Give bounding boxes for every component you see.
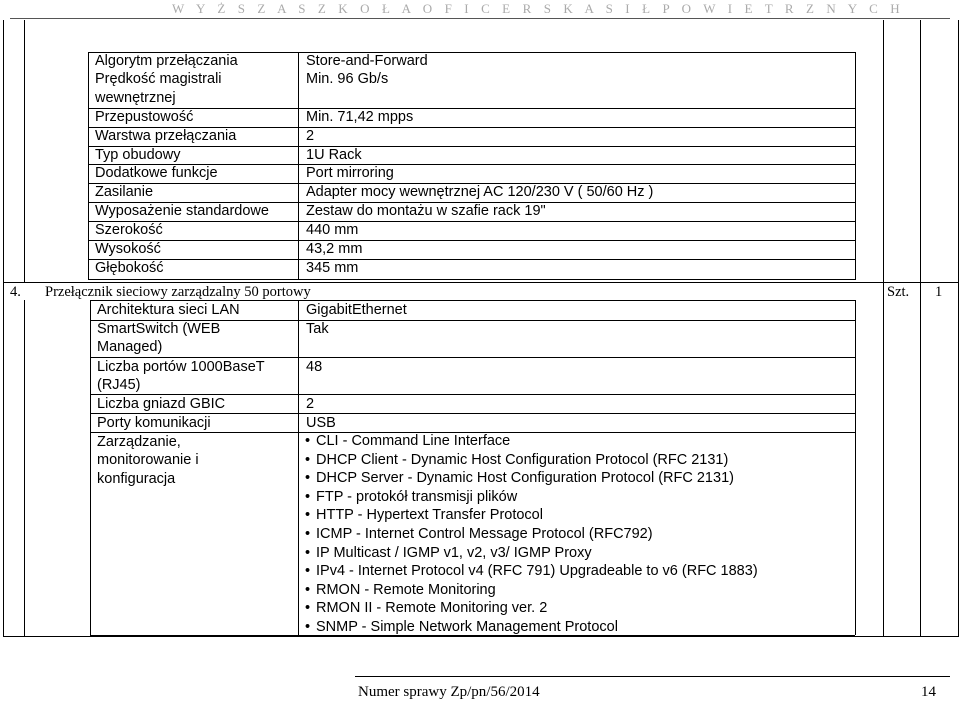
spec-label: Porty komunikacji	[97, 415, 211, 431]
frame-right-border	[958, 20, 959, 637]
spec-label: Dodatkowe funkcje	[95, 165, 218, 181]
item-number: 4.	[10, 284, 21, 300]
spec-value: Min. 71,42 mpps	[306, 109, 414, 125]
spec-value: Adapter mocy wewnętrznej AC 120/230 V ( 50/60 Hz )	[306, 184, 654, 200]
spec-label: Managed)	[97, 339, 163, 355]
spec-label: Architektura sieci LAN	[97, 302, 240, 318]
list-item: • DHCP Server - Dynamic Host Configuration Protocol (RFC 2131)	[305, 469, 758, 488]
spec-label: Głębokość	[95, 260, 164, 276]
spec-label: Liczba gniazd GBIC	[97, 396, 226, 412]
list-item: • SNMP - Simple Network Management Protocol	[305, 618, 758, 637]
frame-col-number-border-2	[24, 300, 25, 637]
spec-value: Min. 96 Gb/s	[306, 71, 389, 87]
list-item: • IP Multicast / IGMP v1, v2, v3/ IGMP Proxy	[305, 544, 758, 563]
spec-label: Szerokość	[95, 222, 163, 238]
frame-left-border	[3, 20, 4, 637]
page-number: 14	[921, 684, 936, 700]
spec-value: USB	[306, 415, 336, 431]
item-quantity: 1	[935, 284, 943, 300]
case-number: Numer sprawy Zp/pn/56/2014	[358, 684, 540, 700]
spec-label: Przepustowość	[95, 109, 194, 125]
page-header	[0, 0, 960, 22]
spec-value: 440 mm	[306, 222, 359, 238]
spec-value: Tak	[306, 321, 329, 337]
list-item: • RMON - Remote Monitoring	[305, 581, 758, 600]
spec-label: Typ obudowy	[95, 147, 181, 163]
list-item: • RMON II - Remote Monitoring ver. 2	[305, 599, 758, 618]
spec-value: Port mirroring	[306, 165, 394, 181]
list-item: • FTP - protokół transmisji plików	[305, 488, 758, 507]
spec-value: Zestaw do montażu w szafie rack 19"	[306, 203, 546, 219]
item-unit: Szt.	[887, 284, 910, 300]
spec-value: 345 mm	[306, 260, 359, 276]
spec-value: 2	[306, 128, 315, 144]
list-item: • IPv4 - Internet Protocol v4 (RFC 791) Upgradeable to v6 (RFC 1883)	[305, 562, 758, 581]
item-title: Przełącznik sieciowy zarządzalny 50 portowy	[45, 284, 311, 300]
spec-label: monitorowanie i	[97, 452, 199, 468]
spec-value: GigabitEthernet	[306, 302, 407, 318]
management-protocol-list	[305, 432, 758, 637]
frame-col-unit-border	[883, 20, 884, 637]
spec-value: Store-and-Forward	[306, 53, 428, 69]
school-name: W Y Ż S Z A S Z K O Ł A O F I C E R S K A S I Ł P O W I E T R Z N Y C H	[172, 1, 905, 16]
footer-rule	[355, 676, 950, 677]
frame-col-number-border	[24, 20, 25, 283]
spec-label: Liczba portów 1000BaseT	[97, 359, 265, 375]
spec-label: Algorytm przełączania	[95, 53, 238, 69]
spec-value: 2	[306, 396, 315, 412]
list-item: • ICMP - Internet Control Message Protocol (RFC792)	[305, 525, 758, 544]
spec-value: 1U Rack	[306, 147, 362, 163]
spec-label: (RJ45)	[97, 377, 141, 393]
spec-label: Wysokość	[95, 241, 161, 257]
spec-label: Warstwa przełączania	[95, 128, 237, 144]
spec-label: Zasilanie	[95, 184, 154, 200]
list-item: • CLI - Command Line Interface	[305, 432, 758, 451]
spec-label: konfiguracja	[97, 471, 176, 487]
list-item: • HTTP - Hypertext Transfer Protocol	[305, 506, 758, 525]
header-rule	[10, 18, 950, 19]
spec-label: Prędkość magistrali	[95, 71, 222, 87]
spec-value: 48	[306, 359, 323, 375]
spec-label: wewnętrznej	[95, 90, 176, 106]
frame-col-qty-border	[920, 20, 921, 637]
list-item: • DHCP Client - Dynamic Host Configuration Protocol (RFC 2131)	[305, 451, 758, 470]
spec-label: SmartSwitch (WEB	[97, 321, 221, 337]
spec-value: 43,2 mm	[306, 241, 363, 257]
spec-label: Zarządzanie,	[97, 434, 181, 450]
spec-label: Wyposażenie standardowe	[95, 203, 269, 219]
